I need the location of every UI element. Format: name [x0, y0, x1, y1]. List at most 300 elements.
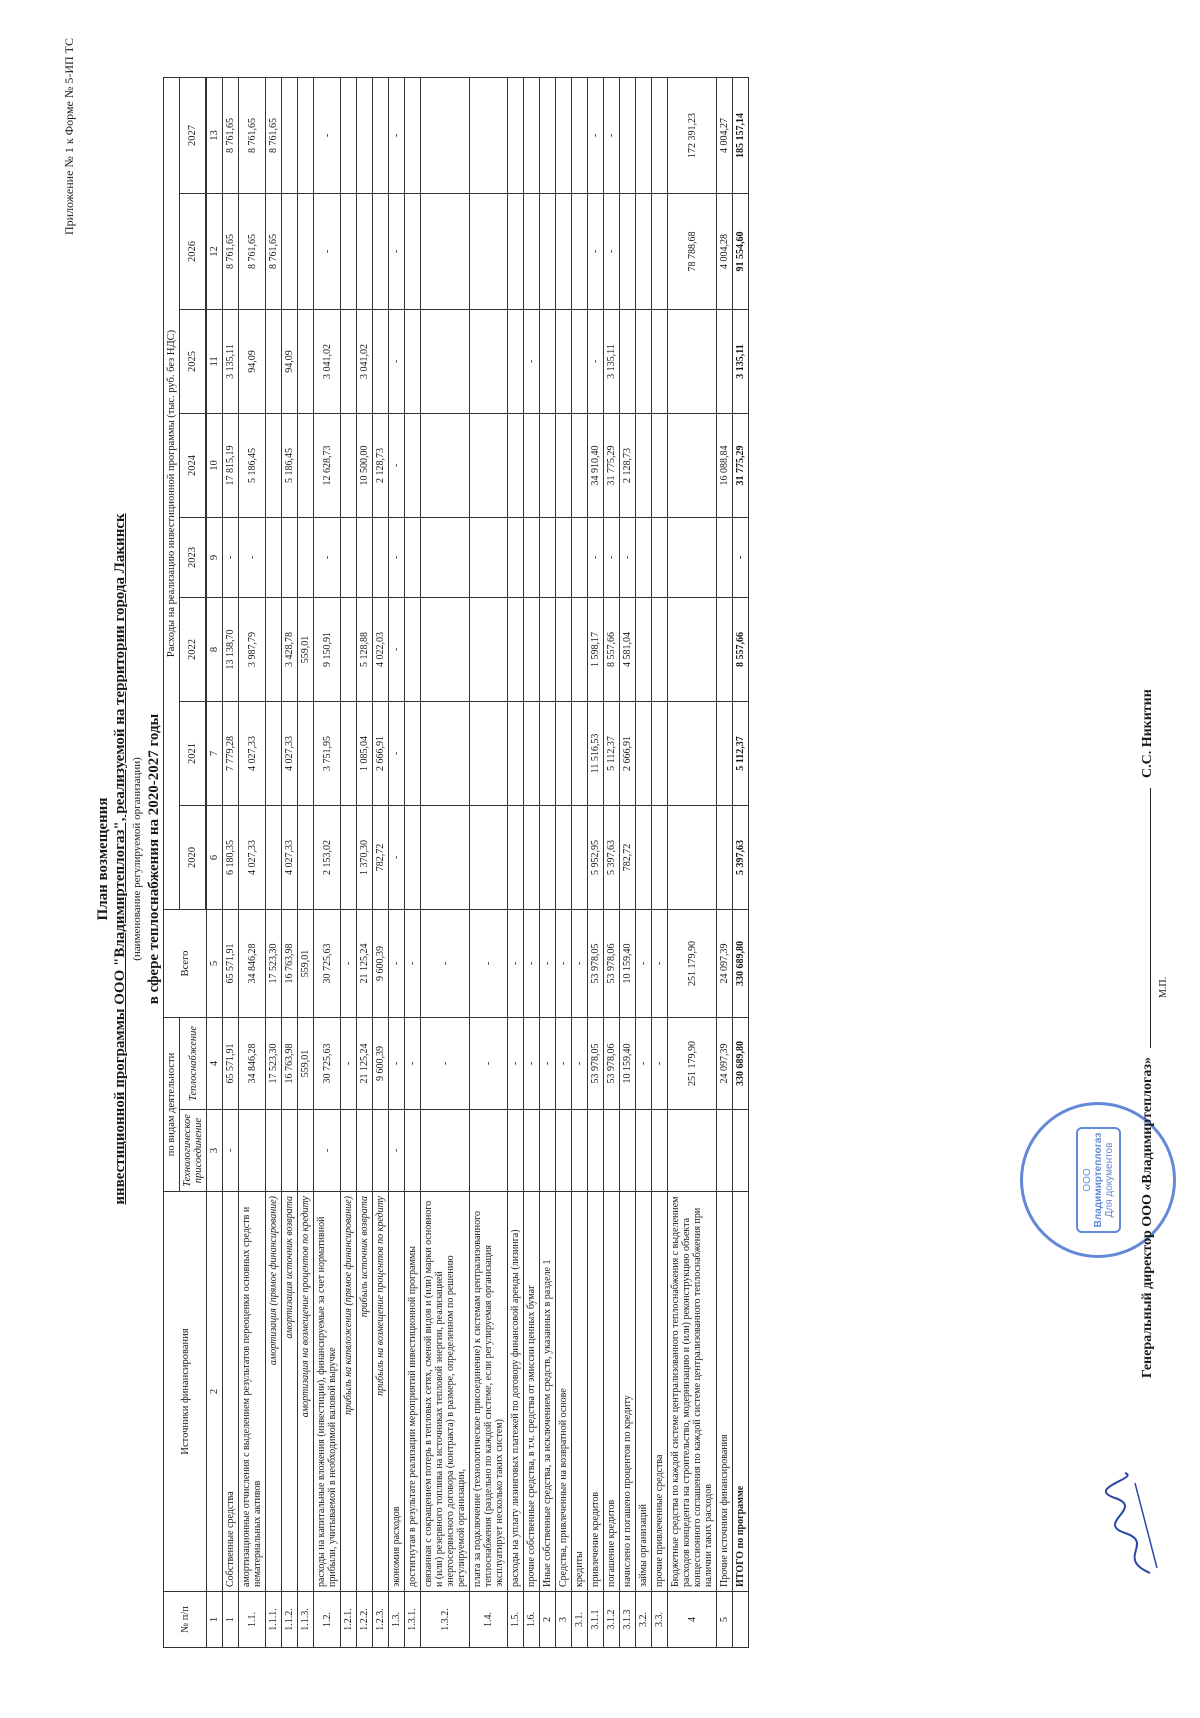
header-year: 2024 — [180, 413, 206, 517]
seal-inner — [1076, 1127, 1121, 1234]
header-expenses: Расходы на реализацию инвестиционной программы (тыс. руб. без НДС) — [164, 77, 180, 909]
cell-year-value: - — [604, 517, 620, 597]
cell-year-value: 8 557,66 — [733, 597, 749, 701]
cell-tech — [733, 1110, 749, 1192]
header-year: 2027 — [180, 77, 206, 193]
cell-year-value: 5 186,45 — [239, 413, 266, 517]
header-year: 2021 — [180, 701, 206, 805]
cell-year-value — [508, 193, 524, 309]
cell-year-value — [405, 309, 421, 413]
cell-year-value — [508, 805, 524, 909]
cell-tech — [556, 1110, 572, 1192]
cell-year-value — [717, 517, 733, 597]
cell-year-value — [470, 413, 508, 517]
cell-year-value — [405, 517, 421, 597]
seal-line: Для документов — [1103, 1142, 1115, 1218]
cell-year-value — [668, 597, 717, 701]
cell-year-value — [636, 517, 652, 597]
cell-year-value — [298, 77, 314, 193]
cell-year-value: - — [389, 309, 405, 413]
cell-year-value: 78 788,68 — [668, 193, 717, 309]
table-row — [620, 77, 636, 1647]
cell-year-value — [421, 77, 470, 193]
cell-year-value: 8 761,65 — [223, 77, 239, 193]
cell-total: - — [556, 909, 572, 1017]
column-number: 10 — [207, 413, 223, 517]
cell-year-value: 172 391,23 — [668, 77, 717, 193]
cell-year-value — [524, 77, 540, 193]
cell-year-value: 3 135,11 — [733, 309, 749, 413]
cell-year-value — [540, 193, 556, 309]
cell-year-value — [556, 597, 572, 701]
column-number: 6 — [207, 805, 223, 909]
cell-year-value: 8 761,65 — [266, 193, 282, 309]
cell-year-value: 4 027,33 — [282, 805, 298, 909]
cell-year-value — [405, 77, 421, 193]
cell-tech — [282, 1110, 298, 1192]
cell-total: - — [470, 909, 508, 1017]
cell-year-value: 13 138,70 — [223, 597, 239, 701]
cell-heat: - — [540, 1017, 556, 1109]
cell-year-value: - — [588, 77, 604, 193]
cell-year-value: 94,09 — [239, 309, 266, 413]
header-tech: Технологическое присоединение — [180, 1110, 207, 1192]
row-source-label: Прочие источники финансирования — [717, 1192, 733, 1592]
cell-tech — [421, 1110, 470, 1192]
cell-year-value — [556, 413, 572, 517]
cell-heat: - — [652, 1017, 668, 1109]
cell-heat: - — [470, 1017, 508, 1109]
cell-year-value — [421, 805, 470, 909]
cell-year-value: 5 397,63 — [733, 805, 749, 909]
column-number: 12 — [207, 193, 223, 309]
cell-year-value: 4 027,33 — [239, 805, 266, 909]
cell-year-value — [470, 193, 508, 309]
cell-tech — [357, 1110, 373, 1192]
cell-year-value: - — [389, 805, 405, 909]
cell-year-value: 2 128,73 — [373, 413, 389, 517]
table-row — [540, 77, 556, 1647]
cell-tech — [341, 1110, 357, 1192]
cell-year-value — [540, 517, 556, 597]
cell-year-value — [298, 193, 314, 309]
cell-heat: - — [556, 1017, 572, 1109]
cell-heat: - — [405, 1017, 421, 1109]
column-number: 4 — [207, 1017, 223, 1109]
cell-year-value — [540, 77, 556, 193]
financing-table — [163, 77, 749, 1648]
row-source-label: расходы на капитальные вложения (инвестиции), финансируемые за счет нормативной прибыли, учитываемой в необходимой валовой выручке — [314, 1192, 341, 1592]
cell-heat: 16 763,98 — [282, 1017, 298, 1109]
cell-heat: 21 125,24 — [357, 1017, 373, 1109]
cell-total: - — [389, 909, 405, 1017]
cell-year-value: 1 598,17 — [588, 597, 604, 701]
column-number: 13 — [207, 77, 223, 193]
cell-year-value — [717, 309, 733, 413]
cell-year-value: 3 987,79 — [239, 597, 266, 701]
cell-year-value: 4 581,04 — [620, 597, 636, 701]
row-number: 3.1.3 — [620, 1592, 636, 1648]
cell-total: 559,01 — [298, 909, 314, 1017]
cell-year-value — [572, 517, 588, 597]
row-number: 1.5. — [508, 1592, 524, 1648]
row-number: 1.2.2. — [357, 1592, 373, 1648]
cell-year-value — [540, 597, 556, 701]
table-row — [421, 77, 470, 1647]
cell-year-value — [298, 805, 314, 909]
cell-year-value — [652, 193, 668, 309]
header-total: Всего — [164, 909, 207, 1017]
row-number: 1 — [223, 1592, 239, 1648]
row-source-label: плата за подключение (технологическое присоединение) к системам централизованного теплоснабжения (раздельно по каждой системе, если регулируемая организация эксплуатирует несколько таких систем) — [470, 1192, 508, 1592]
title-plan: План возмещения — [95, 797, 111, 921]
cell-year-value — [556, 805, 572, 909]
title-program: инвестиционной программы ООО "Владимиртеплогаз", реализуемой на территории города Лакинск — [112, 513, 128, 1205]
cell-year-value: 4 027,33 — [282, 701, 298, 805]
row-source-label: начислено и погашено процентов по кредиту — [620, 1192, 636, 1592]
cell-year-value: 1 085,04 — [357, 701, 373, 805]
cell-total: 10 159,40 — [620, 909, 636, 1017]
column-number-row — [207, 77, 223, 1647]
cell-heat: - — [636, 1017, 652, 1109]
header-year: 2026 — [180, 193, 206, 309]
cell-year-value: - — [389, 517, 405, 597]
row-number: 1.1. — [239, 1592, 266, 1648]
column-number: 1 — [207, 1592, 223, 1648]
cell-total: - — [421, 909, 470, 1017]
seal-line: ООО — [1081, 1168, 1093, 1192]
cell-year-value — [540, 701, 556, 805]
row-number: 1.3.2. — [421, 1592, 470, 1648]
cell-year-value — [668, 517, 717, 597]
cell-tech: - — [314, 1110, 341, 1192]
cell-year-value: - — [588, 193, 604, 309]
cell-year-value — [341, 193, 357, 309]
table-body — [223, 77, 749, 1647]
cell-year-value — [282, 77, 298, 193]
cell-year-value: 34 910,40 — [588, 413, 604, 517]
cell-year-value: 8 761,65 — [266, 77, 282, 193]
row-number: 2 — [540, 1592, 556, 1648]
cell-year-value: - — [588, 517, 604, 597]
cell-tech — [470, 1110, 508, 1192]
cell-year-value — [636, 805, 652, 909]
column-number: 11 — [207, 309, 223, 413]
director-name: С.С. Никитин — [1140, 689, 1155, 779]
cell-year-value — [524, 517, 540, 597]
cell-year-value — [620, 309, 636, 413]
row-number: 3.3. — [652, 1592, 668, 1648]
cell-year-value: 8 761,65 — [239, 193, 266, 309]
cell-tech — [524, 1110, 540, 1192]
cell-heat: - — [421, 1017, 470, 1109]
cell-year-value — [373, 309, 389, 413]
cell-year-value — [668, 701, 717, 805]
cell-year-value: - — [389, 597, 405, 701]
cell-year-value — [652, 77, 668, 193]
row-source-label: Иные собственные средства, за исключением средств, указанных в разделе 1 — [540, 1192, 556, 1592]
table-row — [588, 77, 604, 1647]
row-source-label: Бюджетные средства по каждой системе централизованного теплоснабжения с выделением расходов концедента на строительство, модернизацию и (или) реконструкцию объекта концессионного соглашения по каждой системе централизованного теплоснабжения при наличии таких расходов — [668, 1192, 717, 1592]
row-number: 1.6. — [524, 1592, 540, 1648]
table-row — [572, 77, 588, 1647]
row-source-label: Средства, привлеченные на возвратной основе — [556, 1192, 572, 1592]
title-period: в сфере теплоснабжения на 2020-2027 годы — [146, 713, 162, 1005]
cell-heat: 559,01 — [298, 1017, 314, 1109]
cell-tech — [405, 1110, 421, 1192]
column-number: 7 — [207, 701, 223, 805]
table-row — [733, 77, 749, 1647]
row-source-label: амортизация на возмещение процентов по кредиту — [298, 1192, 314, 1592]
row-source-label: амортизация (прямое финансирование) — [266, 1192, 282, 1592]
cell-heat: - — [572, 1017, 588, 1109]
cell-year-value — [508, 517, 524, 597]
cell-year-value — [421, 309, 470, 413]
cell-year-value — [524, 413, 540, 517]
cell-year-value: 4 027,33 — [239, 701, 266, 805]
row-number — [733, 1592, 749, 1648]
signature-underline — [1150, 788, 1151, 1048]
row-number: 1.2.1. — [341, 1592, 357, 1648]
row-source-label: прочие привлеченные средства — [652, 1192, 668, 1592]
cell-year-value: 5 112,37 — [733, 701, 749, 805]
seal-place-label: М.П. — [1158, 976, 1169, 998]
cell-tech — [508, 1110, 524, 1192]
cell-year-value — [652, 309, 668, 413]
cell-year-value — [668, 805, 717, 909]
cell-total: - — [540, 909, 556, 1017]
cell-year-value — [717, 701, 733, 805]
cell-year-value — [556, 701, 572, 805]
cell-year-value: 5 397,63 — [604, 805, 620, 909]
cell-heat: 53 978,06 — [604, 1017, 620, 1109]
cell-year-value: - — [239, 517, 266, 597]
cell-year-value — [556, 77, 572, 193]
cell-year-value — [341, 517, 357, 597]
table-row — [223, 77, 239, 1647]
cell-year-value — [572, 309, 588, 413]
column-number: 5 — [207, 909, 223, 1017]
cell-year-value: 4 004,27 — [717, 77, 733, 193]
cell-year-value: 2 666,91 — [373, 701, 389, 805]
signature-mark — [1095, 1468, 1165, 1578]
header-heat: Теплоснабжение — [180, 1017, 207, 1109]
column-number: 9 — [207, 517, 223, 597]
table-row — [282, 77, 298, 1647]
table-row — [357, 77, 373, 1647]
cell-total: 65 571,91 — [223, 909, 239, 1017]
cell-year-value — [282, 193, 298, 309]
cell-heat: 24 097,39 — [717, 1017, 733, 1109]
cell-year-value — [266, 517, 282, 597]
table-row — [470, 77, 508, 1647]
cell-year-value: 11 516,53 — [588, 701, 604, 805]
cell-year-value: 3 041,02 — [357, 309, 373, 413]
cell-year-value: 91 554,60 — [733, 193, 749, 309]
cell-year-value: - — [389, 413, 405, 517]
cell-year-value — [298, 309, 314, 413]
cell-year-value: 782,72 — [620, 805, 636, 909]
row-source-label: привлечение кредитов — [588, 1192, 604, 1592]
cell-year-value — [540, 413, 556, 517]
cell-year-value — [405, 597, 421, 701]
row-number: 5 — [717, 1592, 733, 1648]
cell-year-value — [470, 597, 508, 701]
cell-tech — [588, 1110, 604, 1192]
cell-year-value: 6 180,35 — [223, 805, 239, 909]
cell-total: 16 763,98 — [282, 909, 298, 1017]
row-source-label: Собственные средства — [223, 1192, 239, 1592]
cell-year-value — [572, 701, 588, 805]
cell-year-value — [652, 413, 668, 517]
cell-total: 17 523,30 — [266, 909, 282, 1017]
cell-tech — [540, 1110, 556, 1192]
cell-total: 53 978,06 — [604, 909, 620, 1017]
cell-tech — [266, 1110, 282, 1192]
row-source-label: амортизация источник возврата — [282, 1192, 298, 1592]
cell-heat: 9 600,39 — [373, 1017, 389, 1109]
cell-year-value — [405, 413, 421, 517]
cell-year-value — [524, 193, 540, 309]
row-source-label: кредиты — [572, 1192, 588, 1592]
cell-total: - — [405, 909, 421, 1017]
cell-year-value — [421, 517, 470, 597]
cell-year-value: 2 128,73 — [620, 413, 636, 517]
cell-year-value — [298, 413, 314, 517]
cell-year-value — [636, 701, 652, 805]
cell-year-value — [717, 805, 733, 909]
cell-year-value — [508, 413, 524, 517]
cell-year-value: - — [604, 77, 620, 193]
table-row — [373, 77, 389, 1647]
cell-year-value — [470, 309, 508, 413]
cell-total: 53 978,05 — [588, 909, 604, 1017]
cell-year-value: 559,01 — [298, 597, 314, 701]
cell-year-value: 3 135,11 — [223, 309, 239, 413]
cell-year-value: 2 153,02 — [314, 805, 341, 909]
cell-heat: - — [508, 1017, 524, 1109]
cell-heat: 53 978,05 — [588, 1017, 604, 1109]
cell-year-value — [341, 805, 357, 909]
table-row — [604, 77, 620, 1647]
cell-year-value — [508, 701, 524, 805]
row-source-label: прибыль на возмещение процентов по кредиту — [373, 1192, 389, 1592]
cell-total: - — [508, 909, 524, 1017]
cell-year-value — [668, 413, 717, 517]
table-row — [524, 77, 540, 1647]
cell-year-value — [405, 701, 421, 805]
cell-year-value: 5 112,37 — [604, 701, 620, 805]
table-row — [508, 77, 524, 1647]
cell-heat: 17 523,30 — [266, 1017, 282, 1109]
row-number: 1.1.1. — [266, 1592, 282, 1648]
cell-year-value: 2 666,91 — [620, 701, 636, 805]
cell-year-value — [266, 701, 282, 805]
row-source-label: экономия расходов — [389, 1192, 405, 1592]
header-year: 2025 — [180, 309, 206, 413]
cell-year-value: 5 186,45 — [282, 413, 298, 517]
cell-year-value — [341, 413, 357, 517]
row-number: 3.1. — [572, 1592, 588, 1648]
cell-total: 30 725,63 — [314, 909, 341, 1017]
header-by-activity: по видам деятельности — [164, 1017, 180, 1191]
title-org-caption: (наименование регулируемой организации) — [131, 757, 143, 961]
table-row — [341, 77, 357, 1647]
cell-year-value — [556, 517, 572, 597]
cell-year-value — [357, 77, 373, 193]
cell-year-value: - — [223, 517, 239, 597]
table-row — [298, 77, 314, 1647]
cell-year-value — [298, 701, 314, 805]
row-source-label: достигнутая в результате реализации мероприятий инвестиционной программы — [405, 1192, 421, 1592]
cell-year-value: 8 761,65 — [223, 193, 239, 309]
cell-year-value — [470, 805, 508, 909]
row-number: 4 — [668, 1592, 717, 1648]
cell-year-value — [421, 193, 470, 309]
cell-year-value: - — [314, 77, 341, 193]
cell-year-value — [556, 309, 572, 413]
table-row — [636, 77, 652, 1647]
cell-year-value — [652, 597, 668, 701]
cell-year-value — [636, 309, 652, 413]
cell-total: - — [652, 909, 668, 1017]
cell-total: 330 689,80 — [733, 909, 749, 1017]
document-title-block — [95, 0, 163, 1718]
cell-year-value — [470, 701, 508, 805]
cell-total: 21 125,24 — [357, 909, 373, 1017]
cell-year-value — [421, 413, 470, 517]
header-source: Источники финансирования — [164, 1192, 207, 1592]
cell-year-value — [652, 517, 668, 597]
cell-year-value — [298, 517, 314, 597]
cell-heat: - — [389, 1017, 405, 1109]
cell-year-value — [357, 193, 373, 309]
cell-year-value — [652, 805, 668, 909]
row-number: 1.3.1. — [405, 1592, 421, 1648]
cell-tech — [572, 1110, 588, 1192]
header-year: 2023 — [180, 517, 206, 597]
cell-year-value — [508, 77, 524, 193]
cell-year-value — [572, 805, 588, 909]
cell-year-value — [266, 805, 282, 909]
table-row — [717, 77, 733, 1647]
cell-year-value — [357, 517, 373, 597]
cell-year-value: 16 088,84 — [717, 413, 733, 517]
cell-year-value — [266, 597, 282, 701]
cell-tech — [239, 1110, 266, 1192]
cell-year-value — [540, 309, 556, 413]
cell-year-value: 4 004,28 — [717, 193, 733, 309]
cell-year-value: 94,09 — [282, 309, 298, 413]
cell-tech — [373, 1110, 389, 1192]
cell-year-value: 7 779,28 — [223, 701, 239, 805]
row-source-label: амортизационные отчисления с выделением результатов переоценки основных средств и нематериальных активов — [239, 1192, 266, 1592]
cell-year-value — [636, 77, 652, 193]
table-row — [405, 77, 421, 1647]
cell-year-value — [572, 193, 588, 309]
cell-year-value: 10 500,00 — [357, 413, 373, 517]
cell-year-value — [620, 77, 636, 193]
cell-year-value — [341, 701, 357, 805]
cell-heat: 30 725,63 — [314, 1017, 341, 1109]
row-source-label: ИТОГО по программе — [733, 1192, 749, 1592]
cell-tech — [717, 1110, 733, 1192]
row-number: 1.3. — [389, 1592, 405, 1648]
column-number: 2 — [207, 1192, 223, 1592]
cell-year-value — [652, 701, 668, 805]
cell-tech — [620, 1110, 636, 1192]
cell-year-value — [405, 805, 421, 909]
